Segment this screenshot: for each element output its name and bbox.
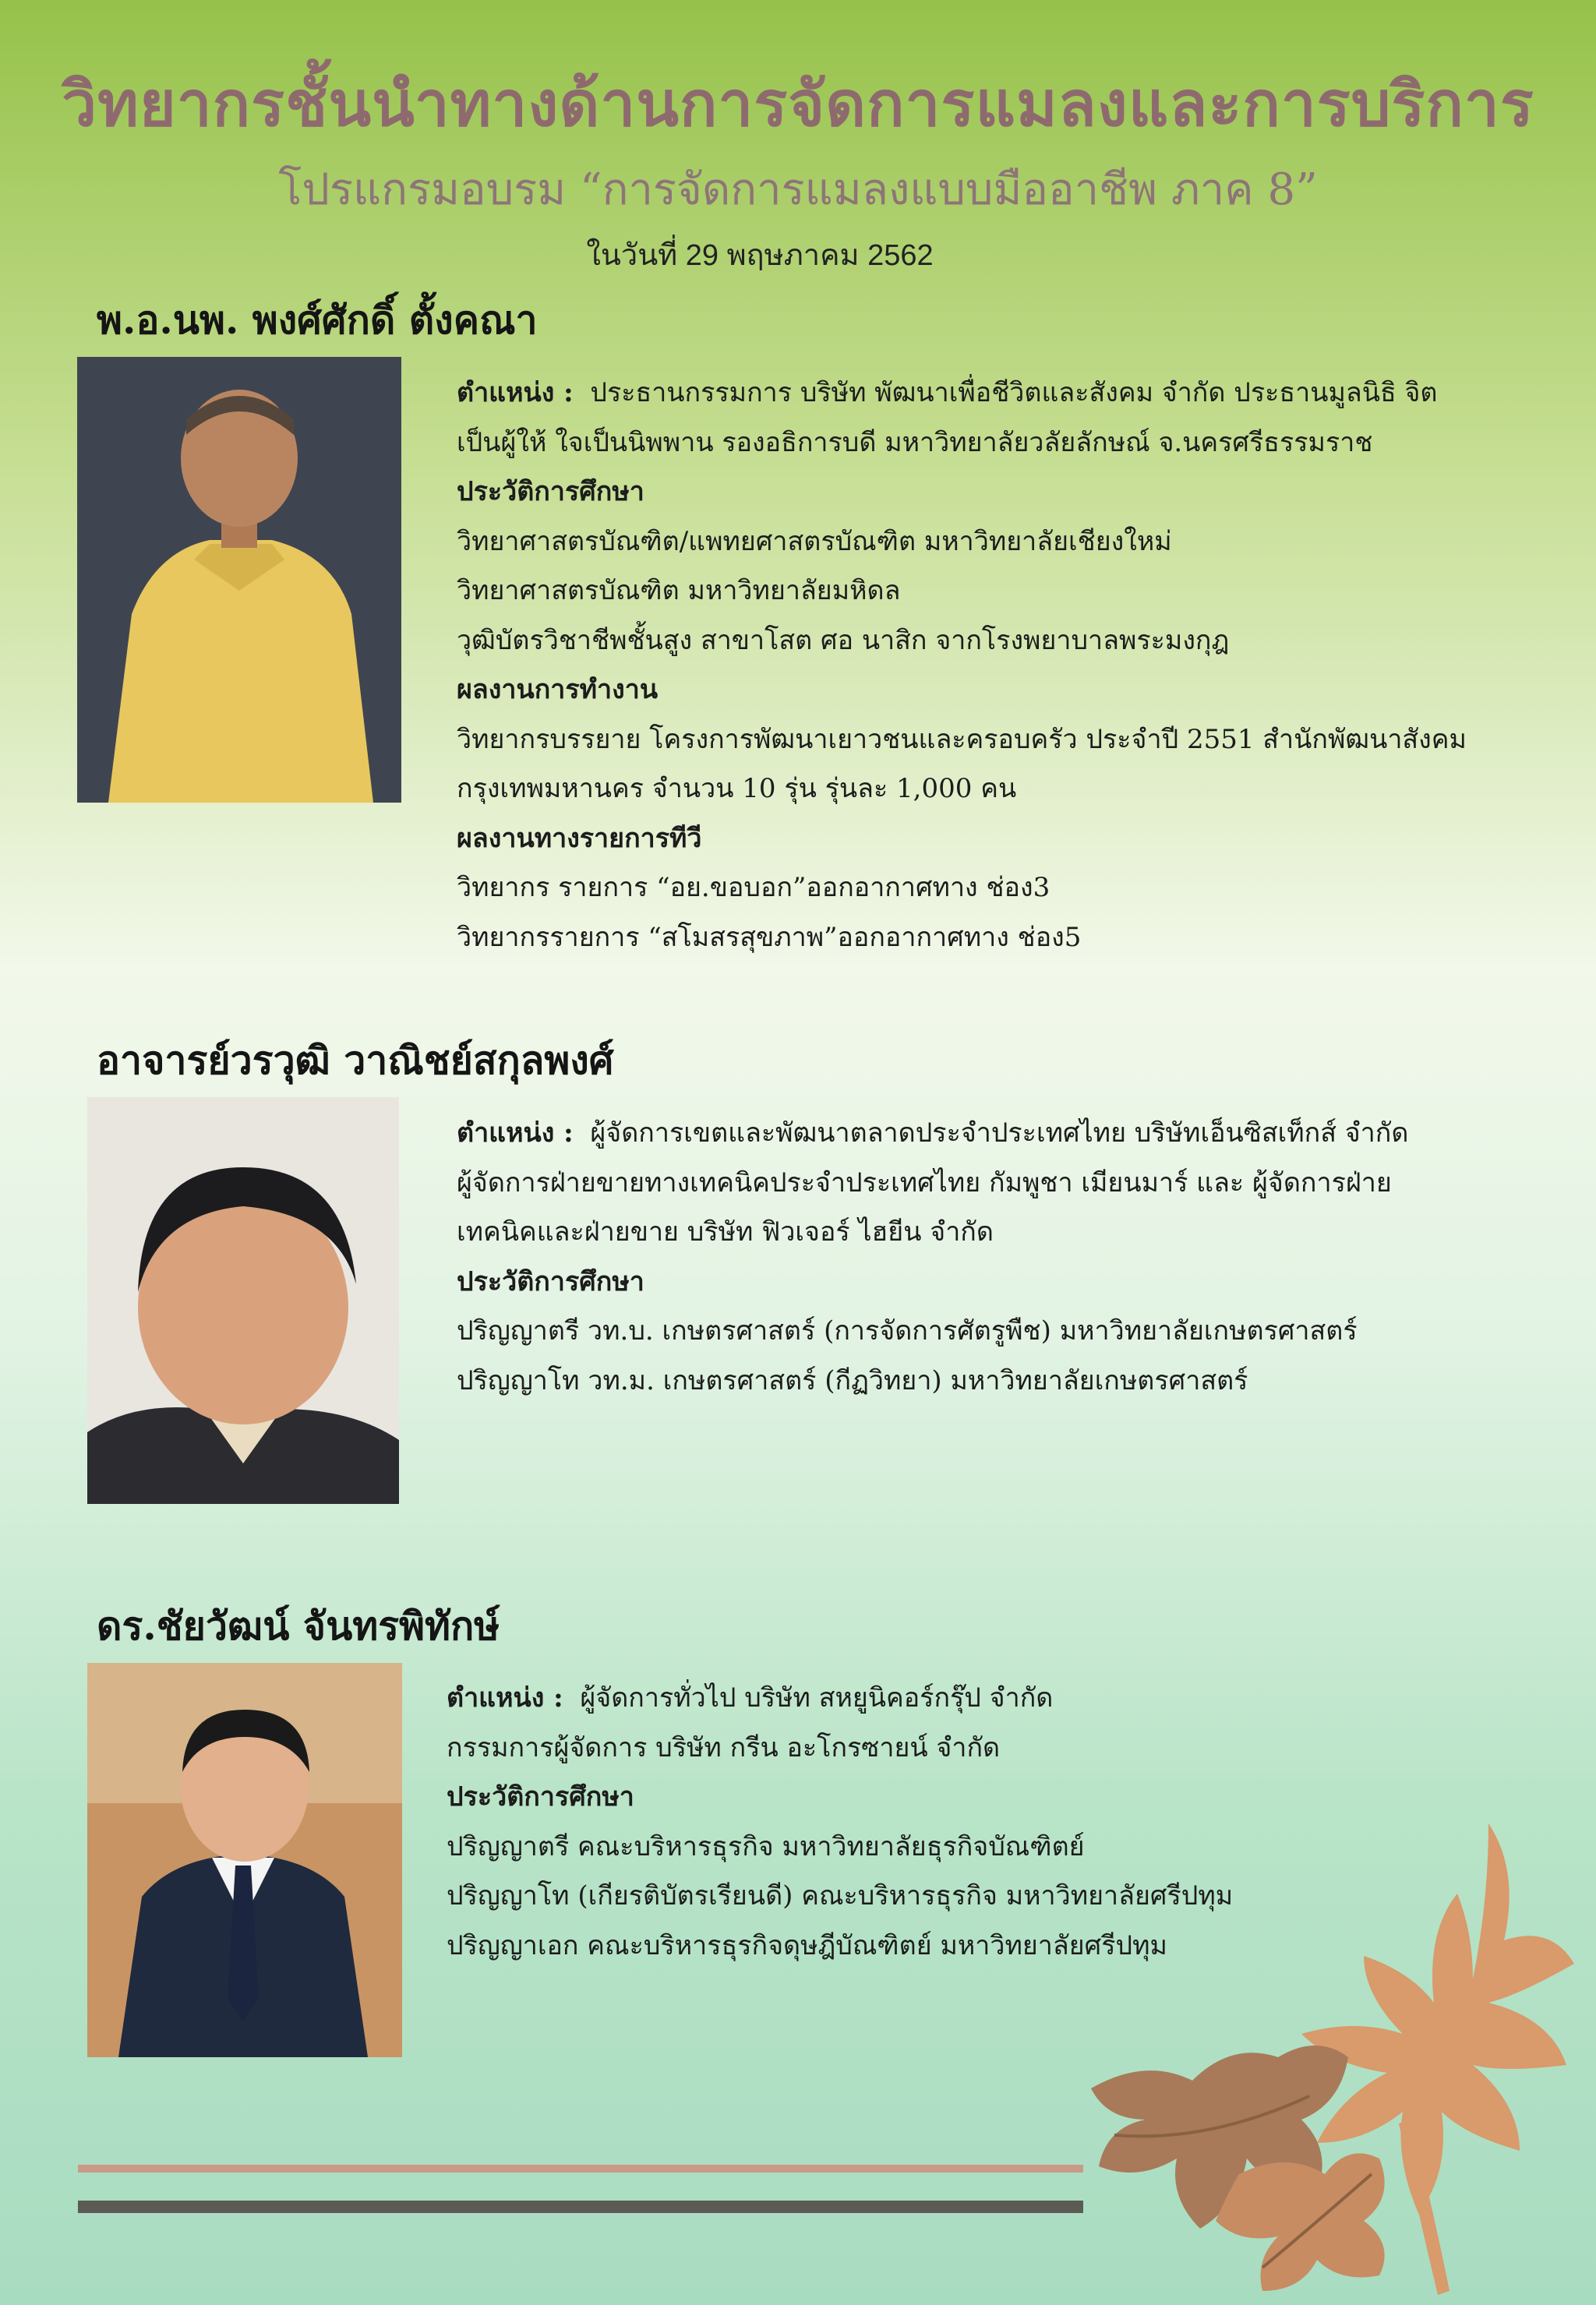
position-line: เป็นผู้ให้ ใจเป็นนิพพาน รองอธิการบดี มหาวิทยาลัยวลัยลักษณ์ จ.นครศรีธรรมราช	[457, 426, 1373, 458]
education-item: ปริญญาโท (เกียรติบัตรเรียนดี) คณะบริหารธุรกิจ มหาวิทยาลัยศรีปทุม	[447, 1880, 1234, 1911]
footer-divider-bottom	[78, 2201, 1083, 2213]
event-date: ในวันที่ 29 พฤษภาคม 2562	[586, 239, 934, 272]
education-item: ปริญญาโท วท.ม. เกษตรศาสตร์ (กีฏวิทยา) มหาวิทยาลัยเกษตรศาสตร์	[457, 1364, 1248, 1396]
education-item: วิทยาศาสตรบัณฑิต/แพทยศาสตรบัณฑิต มหาวิทยาลัยเชียงใหม่	[457, 525, 1172, 557]
position-line: ผู้จัดการทั่วไป บริษัท สหยูนิคอร์กรุ๊ป จำกัด	[580, 1682, 1054, 1714]
education-item: วิทยาศาสตรบัณฑิต มหาวิทยาลัยมหิดล	[457, 575, 901, 606]
education-item: ปริญญาตรี คณะบริหารธุรกิจ มหาวิทยาลัยธุรกิจบัณฑิตย์	[447, 1830, 1085, 1862]
position-line: ผู้จัดการเขตและพัฒนาตลาดประจำประเทศไทย บริษัทเอ็นซิสเท็กส์ จำกัด	[590, 1117, 1409, 1149]
speaker-photo	[77, 357, 401, 803]
position-line: เทคนิคและฝ่ายขาย บริษัท ฟิวเจอร์ ไฮยีน จำกัด	[457, 1216, 994, 1248]
speaker-name: อาจารย์วรวุฒิ วาณิชย์สกุลพงศ์	[97, 1037, 614, 1083]
position-line: กรรมการผู้จัดการ บริษัท กรีน อะโกรซายน์ จำกัด	[447, 1731, 1001, 1763]
position-line: ผู้จัดการฝ่ายขายทางเทคนิคประจำประเทศไทย กัมพูชา เมียนมาร์ และ ผู้จัดการฝ่าย	[457, 1167, 1392, 1198]
footer-divider-top	[78, 2165, 1083, 2173]
position-label: ตำแหน่ง :	[457, 1117, 574, 1149]
speaker-name: พ.อ.นพ. พงศ์ศักดิ์ ตั้งคณา	[97, 297, 538, 343]
education-item: ปริญญาตรี วท.บ. เกษตรศาสตร์ (การจัดการศัตรูพืช) มหาวิทยาลัยเกษตรศาสตร์	[457, 1315, 1358, 1347]
tv-item: วิทยากรรายการ “สโมสรสุขภาพ”ออกอากาศทาง ช่อง5	[457, 921, 1082, 953]
education-heading: ประวัติการศึกษา	[457, 1265, 644, 1297]
work-item: กรุงเทพมหานคร จำนวน 10 รุ่น รุ่นละ 1,000 คน	[457, 773, 1017, 804]
work-heading: ผลงานการทำงาน	[457, 674, 659, 705]
speaker-photo	[87, 1663, 402, 2057]
position-label: ตำแหน่ง :	[447, 1682, 563, 1714]
tv-heading: ผลงานทางรายการทีวี	[457, 822, 702, 854]
speaker-photo	[87, 1097, 399, 1504]
position-label: ตำแหน่ง :	[457, 377, 574, 408]
education-heading: ประวัติการศึกษา	[457, 476, 644, 507]
work-item: วิทยากรบรรยาย โครงการพัฒนาเยาวชนและครอบครัว ประจำปี 2551 สำนักพัฒนาสังคม	[457, 723, 1467, 755]
leaf-ornament-icon	[1083, 1808, 1582, 2299]
tv-item: วิทยากร รายการ “อย.ขอบอก”ออกอากาศทาง ช่อง3	[457, 872, 1050, 903]
program-subtitle: โปรแกรมอบรม “การจัดการแมลงแบบมืออาชีพ ภาค 8”	[278, 164, 1318, 215]
speaker-bio	[457, 1109, 1408, 1406]
speaker-bio	[457, 369, 1467, 962]
speaker-name: ดร.ชัยวัฒน์ จันทรพิทักษ์	[97, 1603, 500, 1649]
position-line: ประธานกรรมการ บริษัท พัฒนาเพื่อชีวิตและสังคม จำกัด ประธานมูลนิธิ จิต	[590, 377, 1438, 408]
education-item: วุฒิบัตรวิชาชีพชั้นสูง สาขาโสต ศอ นาสิก จากโรงพยาบาลพระมงกุฎ	[457, 624, 1230, 656]
page-title: วิทยากรชั้นนำทางด้านการจัดการแมลงและการบริการ	[62, 67, 1534, 140]
education-heading: ประวัติการศึกษา	[447, 1781, 634, 1813]
education-item: ปริญญาเอก คณะบริหารธุรกิจดุษฎีบัณฑิตย์ มหาวิทยาลัยศรีปทุม	[447, 1929, 1167, 1961]
